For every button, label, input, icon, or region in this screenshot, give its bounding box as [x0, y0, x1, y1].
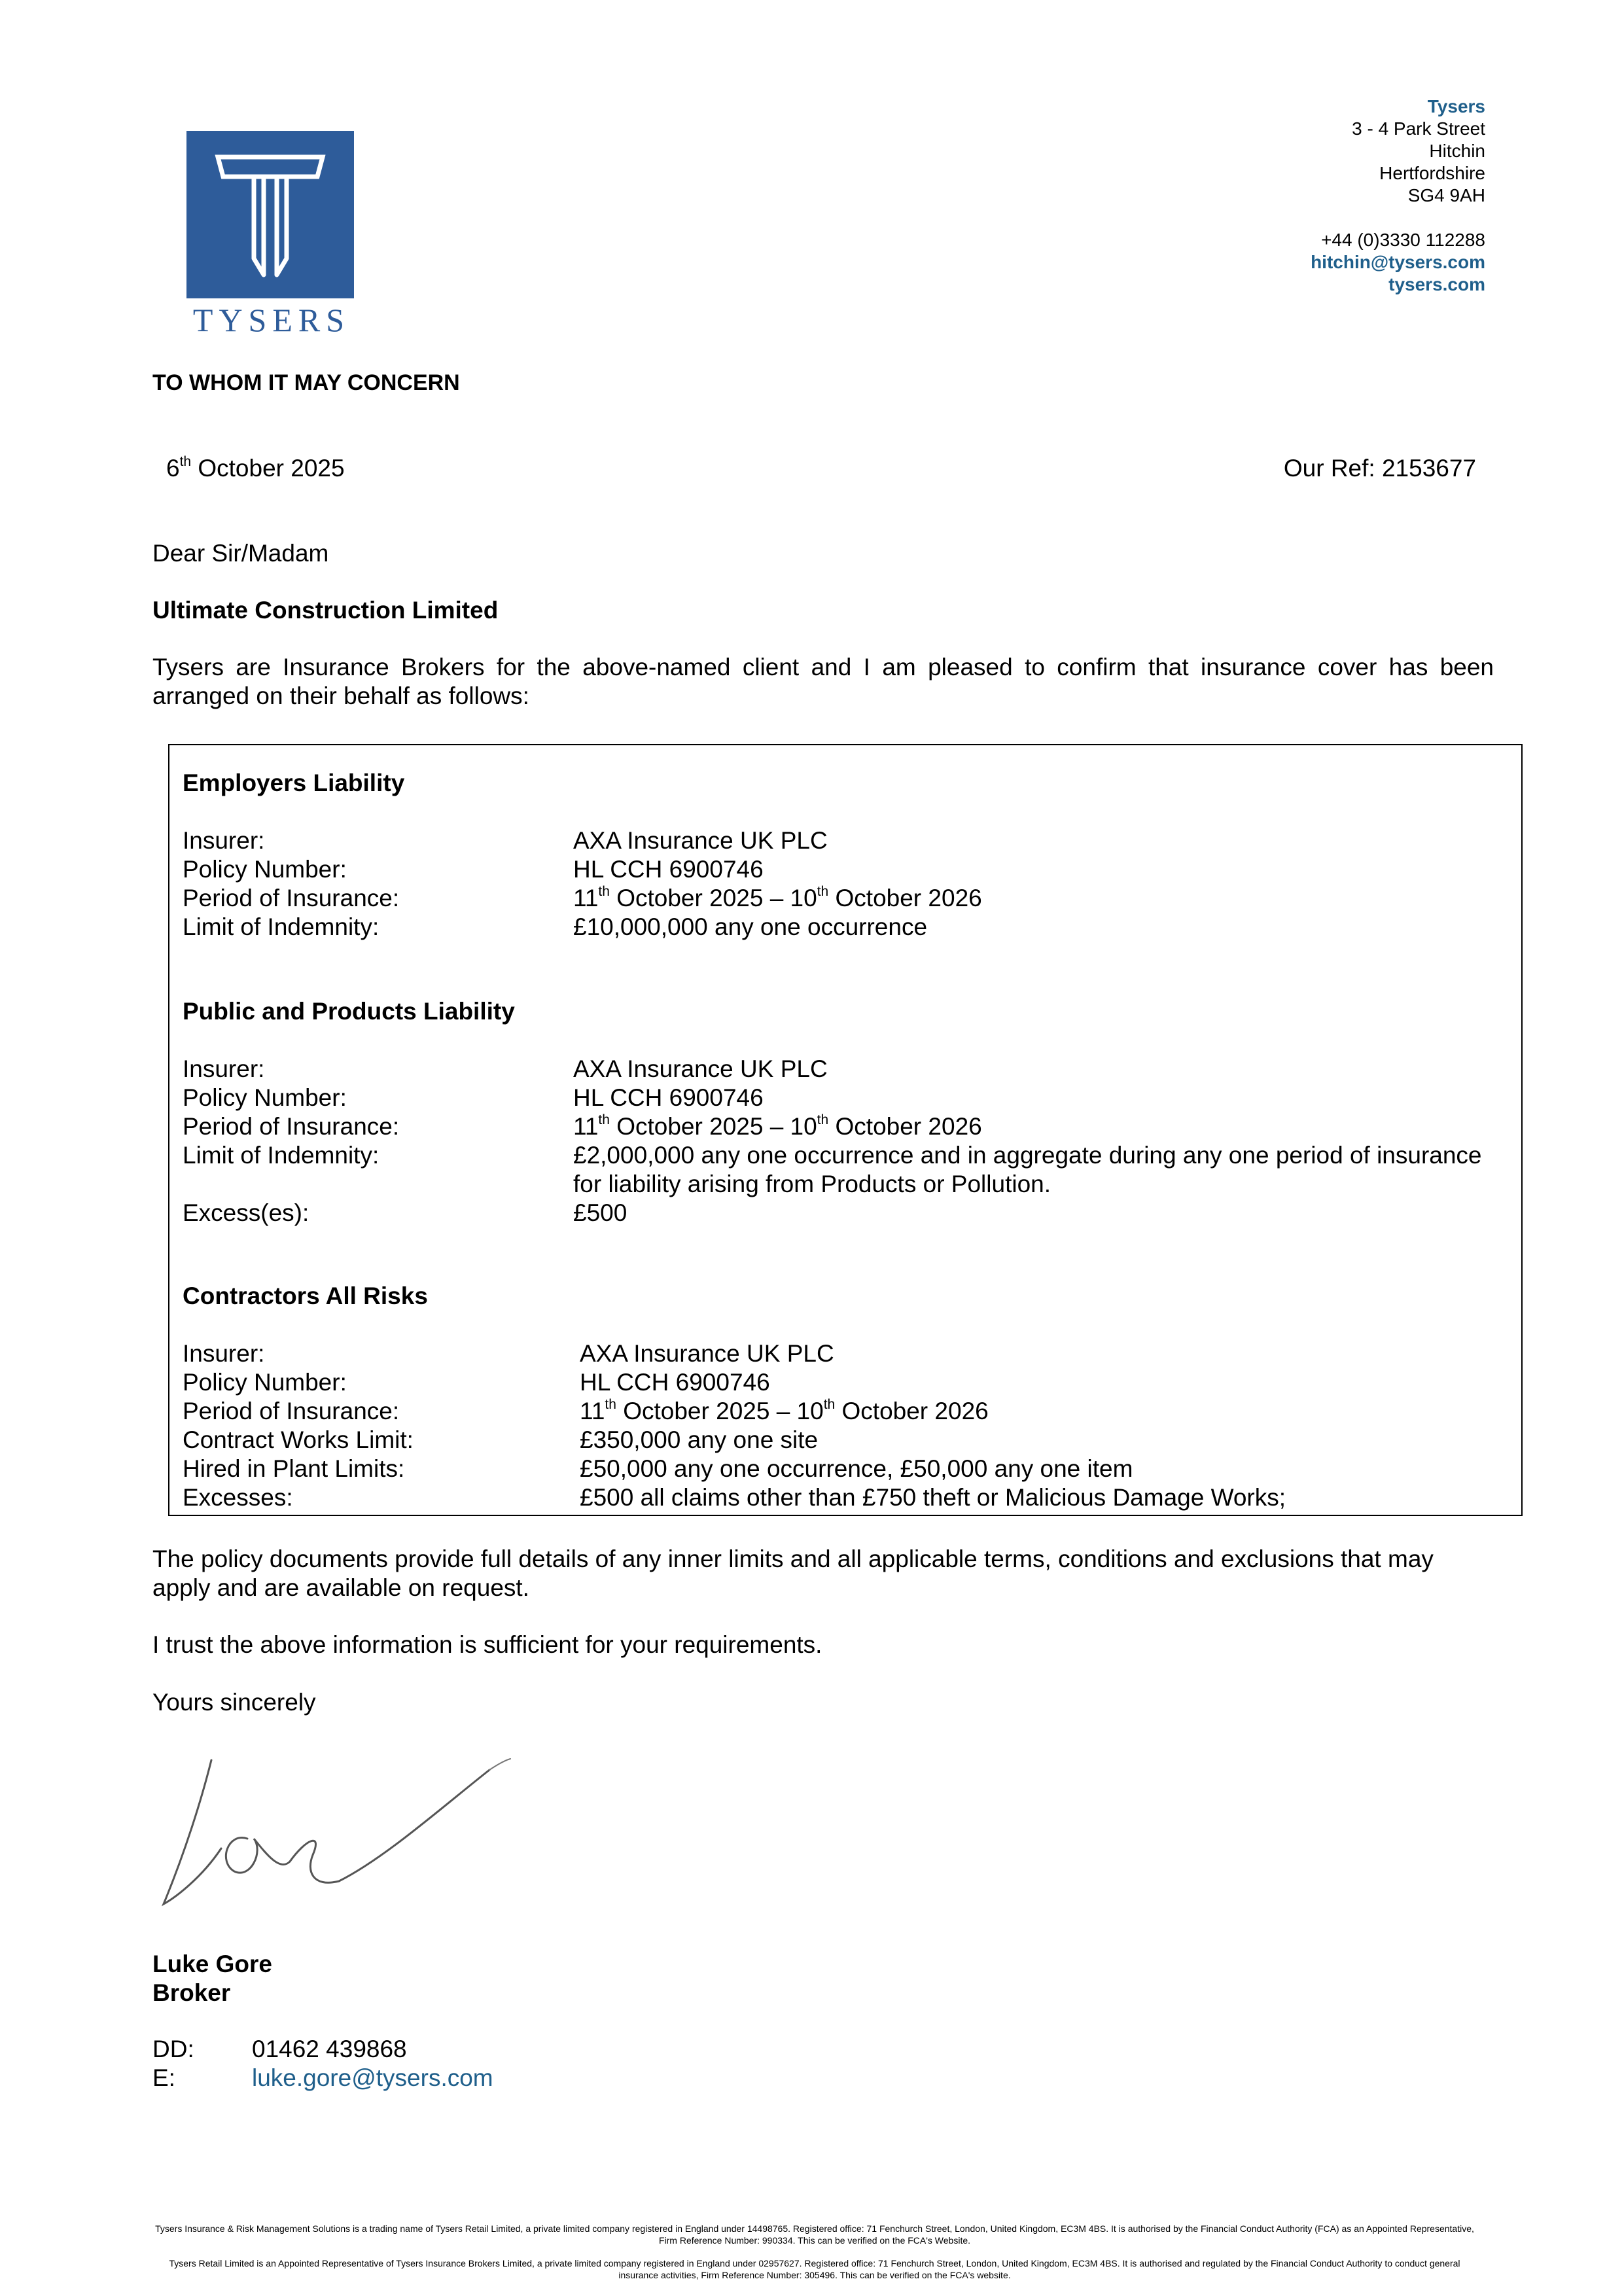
client-name: Ultimate Construction Limited [152, 597, 499, 624]
sign-off: Yours sincerely [152, 1689, 316, 1716]
letter-heading: TO WHOM IT MAY CONCERN [152, 370, 460, 395]
field-label: Policy Number: [183, 856, 347, 883]
letter-reference: Our Ref: 2153677 [1283, 455, 1476, 482]
section-title-employers: Employers Liability [183, 769, 405, 796]
address-line: Hertfordshire [1379, 163, 1485, 183]
company-website-link[interactable]: tysers.com [1388, 274, 1485, 294]
field-label: Insurer: [183, 827, 265, 854]
policy-note-paragraph: The policy documents provide full details of any inner limits and all applicable terms, conditions and exclusions that may apply and are available on request. [152, 1545, 1434, 1601]
company-address [1311, 96, 1485, 296]
field-label: Period of Insurance: [183, 1398, 400, 1424]
field-label: Period of Insurance: [183, 1113, 400, 1140]
salutation: Dear Sir/Madam [152, 540, 329, 567]
field-label: Insurer: [183, 1340, 265, 1367]
field-label: Policy Number: [183, 1369, 347, 1396]
field-value: AXA Insurance UK PLC [573, 827, 828, 854]
field-label: Contract Works Limit: [183, 1426, 414, 1453]
field-label: Limit of Indemnity: [183, 913, 380, 940]
closing-paragraph: I trust the above information is sufficient for your requirements. [152, 1631, 822, 1658]
field-value-period: 11th October 2025 – 10th October 2026 [573, 883, 982, 911]
field-label: Policy Number: [183, 1084, 347, 1111]
field-value-period: 11th October 2025 – 10th October 2026 [573, 1112, 982, 1140]
field-value: £50,000 any one occurrence, £50,000 any one item [580, 1455, 1133, 1482]
logo-wordmark: TYSERS [192, 302, 351, 338]
address-line: Hitchin [1429, 141, 1485, 161]
address-line: 3 - 4 Park Street [1352, 118, 1485, 139]
email-label: E: [152, 2064, 175, 2091]
address-postcode: SG4 9AH [1407, 185, 1485, 205]
section-title-public: Public and Products Liability [183, 998, 515, 1025]
field-value: AXA Insurance UK PLC [580, 1340, 834, 1367]
field-label: Period of Insurance: [183, 885, 400, 911]
signer-title: Broker [152, 1979, 231, 2006]
t-monogram-icon [186, 131, 354, 298]
field-value: AXA Insurance UK PLC [573, 1055, 828, 1082]
footer-legal-text: Tysers Retail Limited is an Appointed Representative of Tysers Insurance Brokers Limited, a private limited company registered in England under 02957627. Registered office: 71 Fenchurch Street, London, United Kingdom, EC3M 4BS. It is authorised and regulated by the Financial Conduct Authority to conduct general insurance activities, Firm Reference Number: 305496. This can be verified on the FCA's website. [169, 2258, 1460, 2280]
company-name: Tysers [1427, 96, 1485, 116]
field-label: Excesses: [183, 1484, 293, 1511]
signer-email-link[interactable]: luke.gore@tysers.com [252, 2064, 493, 2091]
field-value: £10,000,000 any one occurrence [573, 913, 928, 940]
direct-dial-label: DD: [152, 2036, 194, 2062]
tysers-logo [186, 131, 354, 298]
intro-paragraph: Tysers are Insurance Brokers for the above-named client and I am pleased to confirm that insurance cover has been arranged on their behalf as follows: [152, 654, 1494, 709]
company-phone: +44 (0)3330 112288 [1321, 230, 1485, 250]
footer-legal-text: Tysers Insurance & Risk Management Solutions is a trading name of Tysers Retail Limited, a private limited company registered in England under 14498765. Registered office: 71 Fenchurch Street, London, United Kingdom, EC3M 4BS. It is authorised by the Financial Conduct Authority (FCA) as an Appointed Representative, Firm Reference Number: 990334. This can be verified on the FCA's Website. [155, 2223, 1474, 2246]
field-value: HL CCH 6900746 [580, 1369, 770, 1396]
field-value: for liability arising from Products or Pollution. [573, 1171, 1051, 1197]
company-email-link[interactable]: hitchin@tysers.com [1311, 252, 1485, 272]
field-value: £2,000,000 any one occurrence and in aggregate during any one period of insurance [573, 1142, 1482, 1169]
field-label: Excess(es): [183, 1199, 309, 1226]
letter-date: 6th October 2025 [166, 453, 345, 482]
field-value: £500 all claims other than £750 theft or Malicious Damage Works; [580, 1484, 1286, 1511]
section-title-contractors: Contractors All Risks [183, 1282, 428, 1309]
handwritten-signature [149, 1740, 516, 1920]
field-label: Hired in Plant Limits: [183, 1455, 405, 1482]
field-value-period: 11th October 2025 – 10th October 2026 [580, 1396, 989, 1424]
signer-name: Luke Gore [152, 1951, 272, 1977]
direct-dial-number: 01462 439868 [252, 2036, 407, 2062]
field-value: £350,000 any one site [580, 1426, 819, 1453]
field-label: Limit of Indemnity: [183, 1142, 380, 1169]
field-label: Insurer: [183, 1055, 265, 1082]
field-value: HL CCH 6900746 [573, 856, 764, 883]
field-value: HL CCH 6900746 [573, 1084, 764, 1111]
field-value: £500 [573, 1199, 627, 1226]
